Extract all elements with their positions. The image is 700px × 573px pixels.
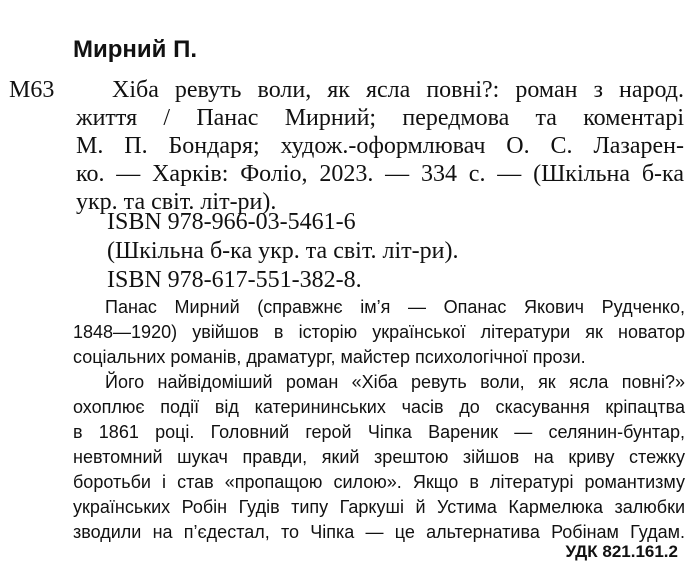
annotation-line: зводили на п’єдестал, то Чіпка — це альтернатива Робінам Гудам. [73,522,685,542]
annotation-line: охоплює події від катерининських часів до скасування кріпацтва [73,397,685,417]
annotation-line: 1848—1920) увійшов в історію української літератури як новатор [73,322,685,342]
description-line: життя / Панас Мирний; передмова та коментарі [76,105,684,131]
annotation [73,295,685,545]
annotation-line: невтомний шукач правди, який зрештою зійшов на криву стежку [73,447,685,467]
annotation-line: соціальних романів, драматург, майстер психологічної прози. [73,347,586,367]
series-note: (Шкільна б-ка укр. та світ. літ-ри). [107,238,459,264]
bibliographic-description [76,76,684,216]
isbn-secondary: ISBN 978-617-551-382-8. [107,267,362,293]
call-number: М63 [9,77,55,103]
annotation-line: Панас Мирний (справжнє ім’я — Опанас Якович Рудченко, [105,297,685,317]
author-heading: Мирний П. [73,36,197,63]
annotation-line: Його найвідоміший роман «Хіба ревуть воли, як ясла повні?» [105,372,685,392]
description-line: Хіба ревуть воли, як ясла повні?: роман з народ. [112,77,684,103]
description-line: М. П. Бондаря; худож.-оформлювач О. С. Лазарен- [76,133,684,159]
annotation-line: українських Робін Гудів типу Гаркуші й Устима Кармелюка залюбки [73,497,685,517]
description-line: ко. — Харків: Фоліо, 2023. — 334 с. — (Шкільна б-ка [76,161,684,187]
isbn-primary: ISBN 978-966-03-5461-6 [107,209,356,235]
annotation-line: в 1861 році. Головний герой Чіпка Вареник — селянин-бунтар, [73,422,685,442]
annotation-line: боротьби і став «пропащою силою». Якщо в літературі романтизму [73,472,685,492]
udc-code: УДК 821.161.2 [565,542,678,561]
description-line: укр. та світ. літ-ри). [76,189,277,215]
